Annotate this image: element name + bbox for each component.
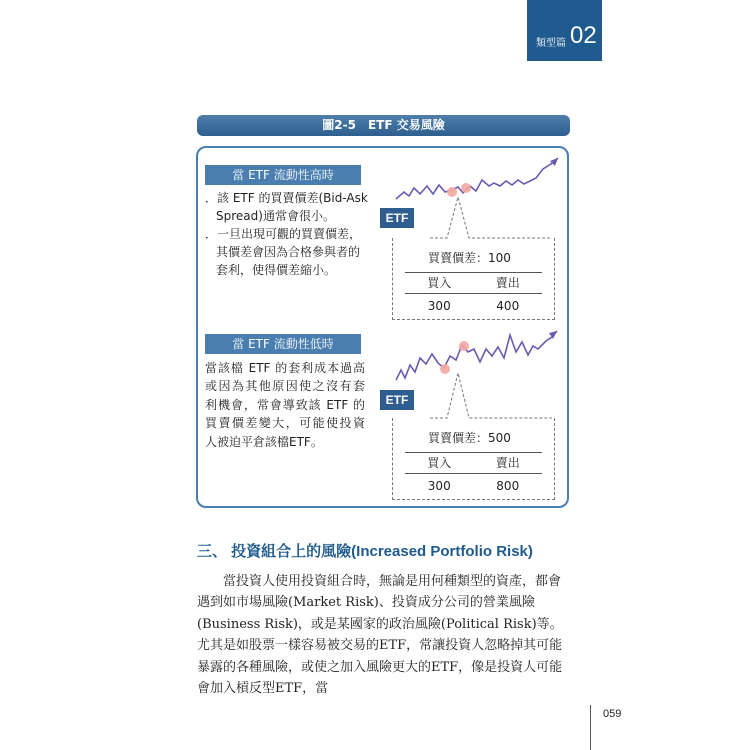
text-line: 人被迫平倉該檔ETF。 <box>205 434 323 449</box>
quote-table <box>405 272 542 316</box>
text-line: 利機會，常會導致該 ETF 的 <box>205 397 365 412</box>
high-liquidity-bid-marker <box>447 187 457 197</box>
sell-header: 賣出 <box>495 276 520 290</box>
table-header-row <box>405 452 542 474</box>
text-line: 或因為其他原因使之沒有套 <box>205 379 365 394</box>
high-liquidity-price-line <box>396 158 558 199</box>
high-liquidity-ask-marker <box>461 183 471 193</box>
etf-label: ETF <box>380 208 414 228</box>
low-liquidity-callout-connector <box>430 373 552 418</box>
table-row <box>405 476 542 496</box>
low-liquidity-price-line <box>396 331 557 380</box>
table-row <box>405 296 542 316</box>
quote-table <box>405 452 542 496</box>
high-liquidity-bullets <box>205 189 370 279</box>
table-header-row <box>405 272 542 294</box>
sell-value: 400 <box>496 299 520 313</box>
buy-header: 買入 <box>427 276 452 290</box>
sell-value: 800 <box>496 479 520 493</box>
category-label: 類型篇 <box>536 38 566 49</box>
low-liquidity-heading: 當 ETF 流動性低時 <box>205 334 361 354</box>
bullet-item: ．一旦出現可觀的買賣價差，其價差會因為合格參與者的套利，使得價差縮小。 <box>205 227 362 277</box>
chapter-number: 02 <box>570 22 597 49</box>
text-line: 當該檔 ETF 的套利成本過高 <box>205 361 365 375</box>
high-liquidity-heading: 當 ETF 流動性高時 <box>205 165 361 185</box>
spread-text: 買賣價差：500 <box>428 431 511 445</box>
body-text <box>197 571 571 699</box>
low-liquidity-text <box>205 359 365 451</box>
bullet-item: ．該 ETF 的買賣價差(Bid-Ask Spread)通常會很小。 <box>205 191 368 223</box>
low-liquidity-callout <box>392 418 555 500</box>
low-liquidity-bid-marker <box>440 364 450 374</box>
buy-value: 300 <box>427 299 451 313</box>
sell-header: 賣出 <box>495 456 520 470</box>
buy-value: 300 <box>427 479 451 493</box>
high-liquidity-callout-connector <box>430 197 552 238</box>
spread-text: 買賣價差：100 <box>428 251 511 265</box>
page-number: 059 <box>603 708 622 720</box>
text-line: 買賣價差變大，可能使投資 <box>205 416 365 431</box>
buy-header: 買入 <box>427 456 452 470</box>
page-rule <box>590 705 591 750</box>
section-heading: 三、 投資組合上的風險(Increased Portfolio Risk) <box>197 543 533 560</box>
etf-label: ETF <box>380 390 414 410</box>
paragraph: 當投資人使用投資組合時，無論是用何種類型的資產，都會遇到如市場風險(Market Risk)、投資成分公司的營業風險(Business Risk)，或是某國家的政治風險(Political Risk)等。尤其是如股票一樣容易被交易的ETF，常讓投資人忽略掉其可能暴露的各種風險，或使之加入風險更大的ETF，像是投資人可能會加入槓反型ETF，當 <box>197 574 563 697</box>
figure-title: 圖2-5 ETF 交易風險 <box>197 115 570 136</box>
high-liquidity-callout <box>392 238 555 320</box>
low-liquidity-ask-marker <box>459 341 469 351</box>
